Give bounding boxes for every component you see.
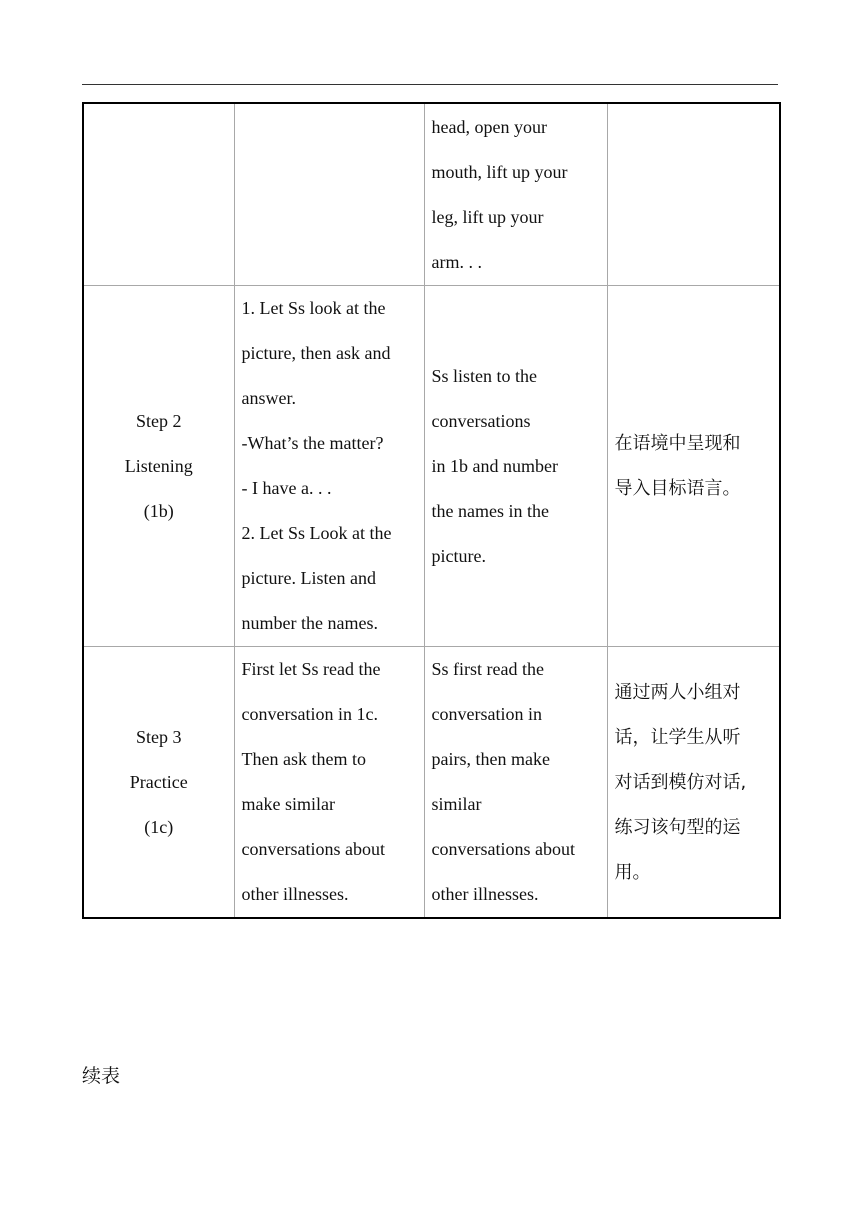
- step-cell: [83, 647, 234, 919]
- cell-line: 话，让学生从听: [614, 726, 741, 748]
- table-row: [83, 647, 780, 919]
- table-row: [83, 103, 780, 286]
- cell-line: conversation in: [431, 704, 542, 724]
- cell-line: 1. Let Ss look at the: [241, 298, 386, 318]
- cell-line: other illnesses.: [431, 884, 539, 904]
- step-code: (1c): [144, 816, 174, 837]
- cell-line: number the names.: [241, 613, 378, 633]
- step-cell: [83, 103, 234, 286]
- step-name: Practice: [129, 771, 188, 792]
- cell-line: -What’s the matter?: [241, 433, 384, 453]
- cell-line: Ss first read the: [431, 659, 544, 679]
- step-cell: [83, 286, 234, 647]
- cell-line: make similar: [241, 794, 335, 814]
- teacher-activity-cell: [234, 647, 424, 919]
- lesson-plan-table: [82, 102, 781, 919]
- cell-line: other illnesses.: [241, 884, 349, 904]
- teacher-activity-cell: [234, 103, 424, 286]
- step-name: Listening: [124, 455, 193, 476]
- step-code: (1b): [143, 500, 174, 521]
- cell-line: 通过两人小组对: [614, 681, 741, 703]
- cell-line: similar: [431, 794, 482, 814]
- cell-line: Ss listen to the: [431, 365, 538, 386]
- header-rule: [82, 84, 778, 85]
- student-activity-cell: [424, 286, 607, 647]
- cell-line: in 1b and number: [431, 455, 558, 476]
- student-activity-cell: [424, 103, 607, 286]
- cell-line: Then ask them to: [241, 749, 366, 769]
- cell-line: 练习该句型的运: [614, 816, 741, 838]
- cell-line: conversations about: [431, 839, 575, 859]
- step-label: Step 2: [135, 410, 182, 431]
- cell-line: - I have a. . .: [241, 478, 332, 498]
- student-activity-cell: [424, 647, 607, 919]
- teacher-activity-cell: [234, 286, 424, 647]
- cell-line: conversations: [431, 410, 531, 431]
- purpose-cell: [607, 103, 780, 286]
- cell-line: the names in the: [431, 500, 549, 521]
- cell-line: picture.: [431, 545, 486, 566]
- cell-line: mouth, lift up your: [431, 162, 568, 182]
- cell-line: arm. . .: [431, 252, 482, 272]
- cell-line: leg, lift up your: [431, 207, 544, 227]
- table-row: [83, 286, 780, 647]
- cell-line: 在语境中呈现和: [614, 433, 741, 454]
- cell-line: First let Ss read the: [241, 659, 381, 679]
- cell-line: conversations about: [241, 839, 385, 859]
- cell-line: conversation in 1c.: [241, 704, 378, 724]
- cell-line: head, open your: [431, 117, 547, 137]
- cell-line: 用。: [614, 861, 651, 883]
- cell-line: picture. Listen and: [241, 568, 376, 588]
- cell-line: 对话到模仿对话,: [614, 771, 747, 793]
- cell-line: answer.: [241, 388, 296, 408]
- purpose-cell: [607, 647, 780, 919]
- continued-table-label: 续表: [82, 1065, 121, 1087]
- cell-line: pairs, then make: [431, 749, 550, 769]
- cell-line: 导入目标语言。: [614, 478, 741, 499]
- cell-line: picture, then ask and: [241, 343, 391, 363]
- step-label: Step 3: [135, 726, 182, 747]
- purpose-cell: [607, 286, 780, 647]
- cell-line: 2. Let Ss Look at the: [241, 523, 392, 543]
